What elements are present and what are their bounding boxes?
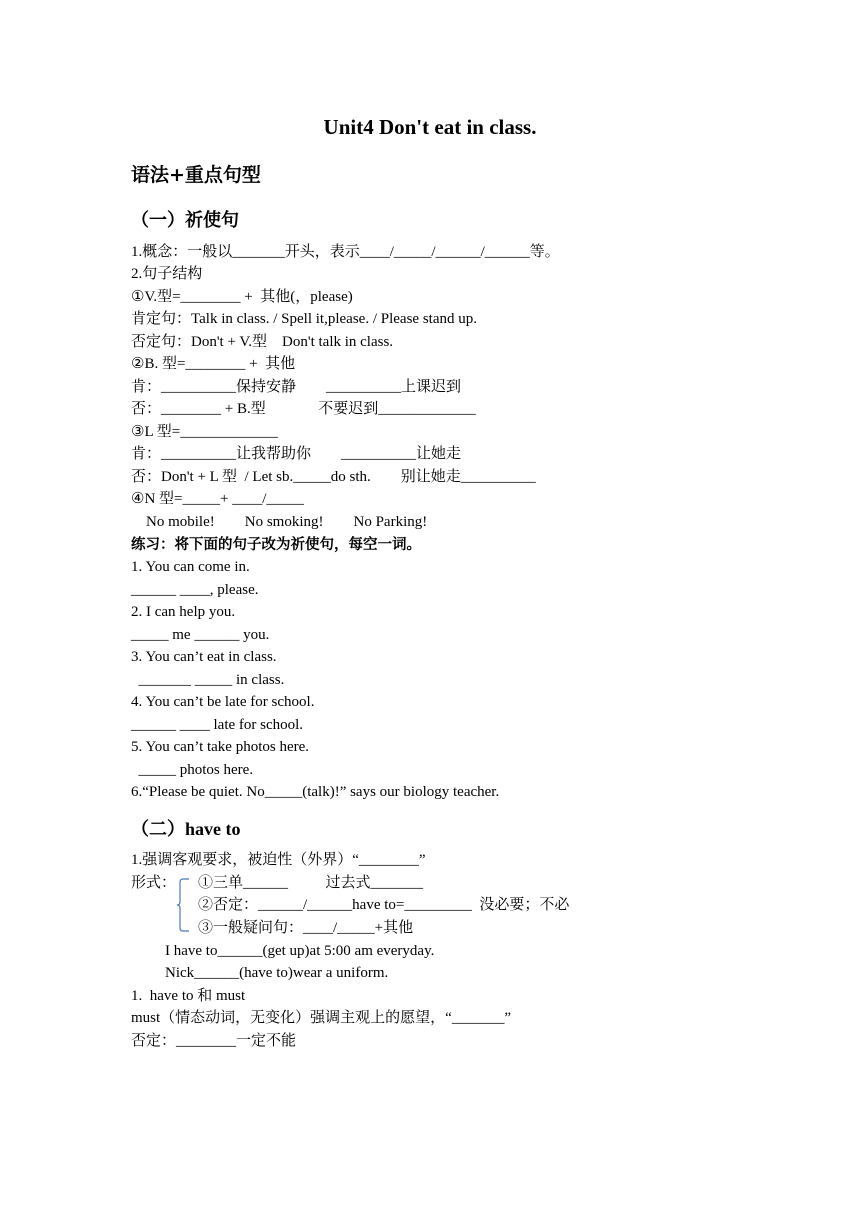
exercise-line: ______ ____, please. (131, 582, 259, 598)
page-title: Unit4 Don't eat in class. (323, 115, 537, 139)
example-line: Nick______(have to)wear a uniform. (165, 965, 389, 981)
text-line: 1.概念：一般以_______开头，表示____/_____/______/______等。 (131, 244, 560, 260)
example-line: I have to______(get up)at 5:00 am everyday. (165, 943, 435, 959)
form-label: 形式： (131, 875, 177, 891)
section2-heading-en: have to (185, 819, 241, 839)
text-line: No mobile! No smoking! No Parking! (131, 514, 428, 530)
exercise-heading: 练习：将下面的句子改为祈使句，每空一词。 (131, 537, 421, 553)
text-line: 否：Don't + L 型 / Let sb._____do sth. 别让她走__________ (131, 469, 536, 485)
brace-bracket (176, 878, 190, 932)
text-line: ②B. 型=________ + 其他 (131, 356, 296, 372)
text-line: 2.句子结构 (131, 266, 203, 282)
exercise-line: 1. You can come in. (131, 559, 250, 575)
text-line: 1.强调客观要求，被迫性（外界）“________” (131, 852, 426, 868)
text-line: 否定句：Don't + V.型 Don't talk in class. (131, 334, 394, 350)
form-line: ②否定：______/______have to=_________ 没必要；不必 (198, 897, 570, 913)
exercise-line: _____ me ______ you. (131, 627, 270, 643)
exercise-line: 6.“Please be quiet. No_____(talk)!” says our biology teacher. (131, 784, 500, 800)
section1-heading: （一）祈使句 (131, 210, 239, 231)
form-line: ①三单______ 过去式_______ (198, 875, 424, 891)
text-line: 肯定句：Talk in class. / Spell it,please. / Please stand up. (131, 311, 477, 327)
form-line: ③一般疑问句：____/_____+其他 (198, 920, 414, 936)
exercise-line: 2. I can help you. (131, 604, 236, 620)
exercise-line: 4. You can’t be late for school. (131, 694, 315, 710)
text-line: 1. have to 和 must (131, 988, 246, 1004)
text-line: must（情态动词，无变化）强调主观上的愿望，“_______” (131, 1010, 511, 1026)
text-line: ④N 型=_____+ ____/_____ (131, 491, 304, 507)
text-line: 否：________ + B.型 不要迟到_____________ (131, 401, 476, 417)
exercise-line: _______ _____ in class. (131, 672, 285, 688)
exercise-line: 5. You can’t take photos here. (131, 739, 310, 755)
section2-heading-prefix: （二） (131, 819, 185, 840)
text-line: ③L 型=_____________ (131, 424, 278, 440)
section-main-heading: 语法+重点句型 (131, 164, 261, 186)
exercise-line: 3. You can’t eat in class. (131, 649, 277, 665)
exercise-line: ______ ____ late for school. (131, 717, 304, 733)
text-line: 肯：__________保持安静 __________上课迟到 (131, 379, 462, 395)
text-line: ①V.型=________ + 其他(，please) (131, 289, 353, 305)
text-line: 否定：________一定不能 (131, 1033, 297, 1049)
exercise-line: _____ photos here. (131, 762, 254, 778)
text-line: 肯：__________让我帮助你 __________让她走 (131, 446, 462, 462)
section2-heading (131, 815, 241, 841)
